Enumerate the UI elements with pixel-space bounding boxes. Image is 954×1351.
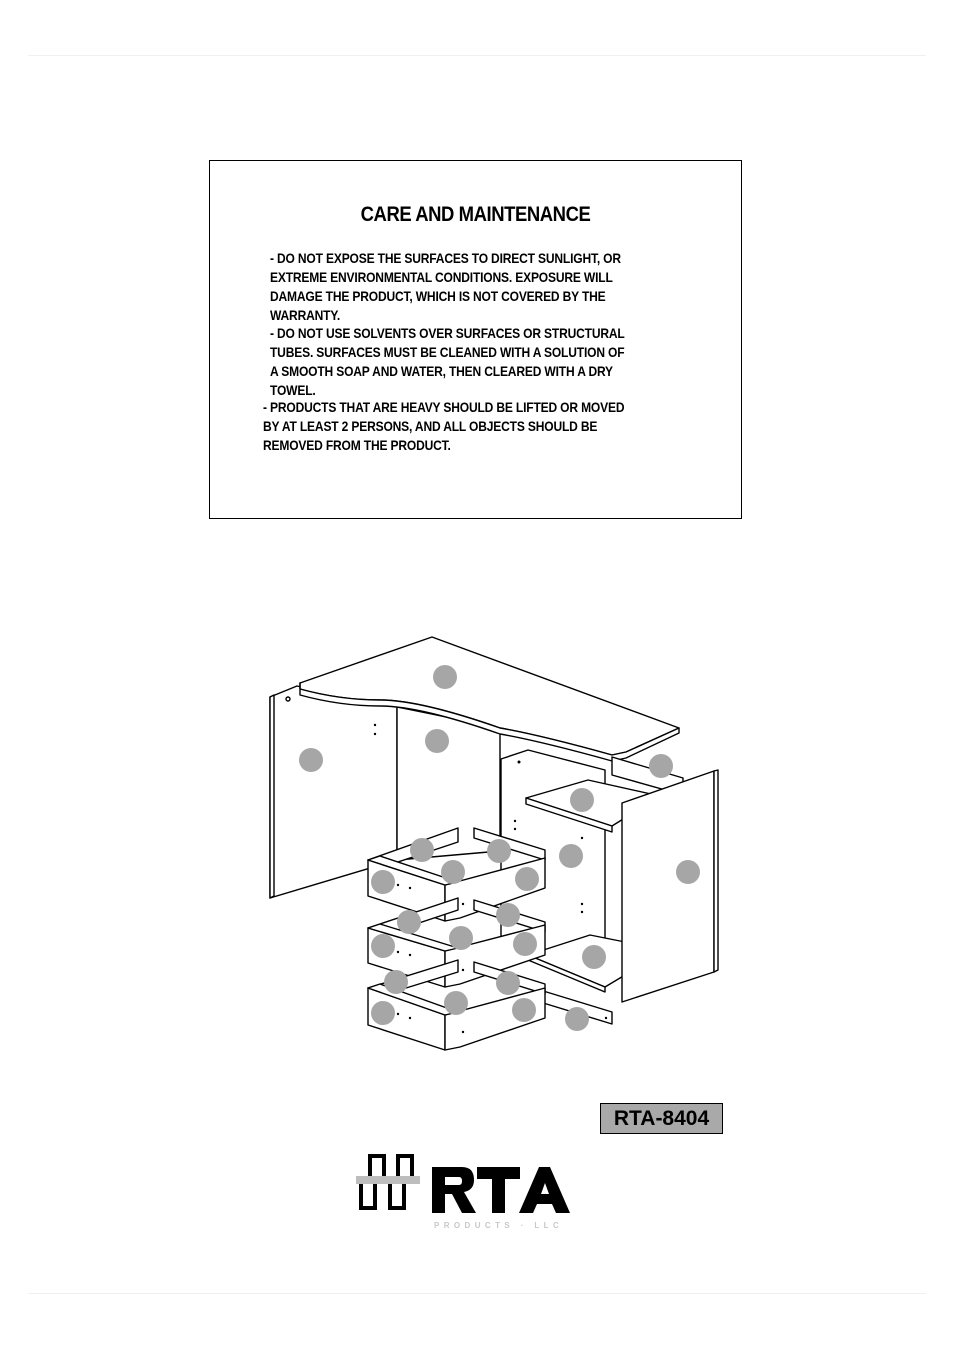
part-marker xyxy=(496,971,520,995)
part-marker xyxy=(441,860,465,884)
part-marker xyxy=(570,788,594,812)
top-page-rule xyxy=(28,55,926,56)
rta-logo xyxy=(356,1150,571,1232)
care-paragraph-sunlight: - DO NOT EXPOSE THE SURFACES TO DIRECT SUNLIGHT, OR EXTREME ENVIRONMENTAL CONDITIONS. EXPOSURE WILL DAMAGE THE PRODUCT, WHICH IS NOT COVERED BY THE WARRANTY. xyxy=(270,250,621,323)
part-marker xyxy=(582,945,606,969)
rta-logo-tagline: PRODUCTS · LLC xyxy=(434,1221,564,1230)
part-marker xyxy=(487,839,511,863)
left-side-panel-edge xyxy=(270,695,274,898)
part-marker xyxy=(649,754,673,778)
part-marker xyxy=(513,932,537,956)
model-number-badge: RTA-8404 xyxy=(600,1103,723,1134)
part-marker xyxy=(371,870,395,894)
part-marker xyxy=(425,729,449,753)
part-marker xyxy=(410,838,434,862)
part-marker xyxy=(559,844,583,868)
part-marker xyxy=(371,934,395,958)
part-marker xyxy=(444,991,468,1015)
care-paragraph-solvents: - DO NOT USE SOLVENTS OVER SURFACES OR STRUCTURAL TUBES. SURFACES MUST BE CLEANED WITH A SOLUTION OF A SMOOTH SOAP AND WATER, THEN CLEARED WITH A DRY TOWEL. xyxy=(270,325,625,398)
right-side-panel-edge xyxy=(714,770,718,972)
part-marker xyxy=(371,1001,395,1025)
part-marker xyxy=(299,748,323,772)
right-side-panel xyxy=(622,771,714,1002)
bottom-page-rule xyxy=(28,1293,926,1294)
part-marker xyxy=(565,1007,589,1031)
care-title: CARE AND MAINTENANCE xyxy=(360,203,591,226)
part-marker xyxy=(433,665,457,689)
part-marker xyxy=(449,926,473,950)
part-marker xyxy=(676,860,700,884)
care-maintenance-box xyxy=(209,160,742,519)
rta-logo-mark xyxy=(356,1154,420,1210)
part-marker xyxy=(397,910,421,934)
assembly-diagram xyxy=(260,630,730,1060)
care-paragraph-lifting: - PRODUCTS THAT ARE HEAVY SHOULD BE LIFTED OR MOVED BY AT LEAST 2 PERSONS, AND ALL OBJECTS SHOULD BE REMOVED FROM THE PRODUCT. xyxy=(263,399,625,453)
part-marker xyxy=(496,903,520,927)
part-marker xyxy=(515,867,539,891)
part-marker xyxy=(384,970,408,994)
rta-logo-wordmark xyxy=(432,1167,570,1213)
part-marker xyxy=(512,998,536,1022)
